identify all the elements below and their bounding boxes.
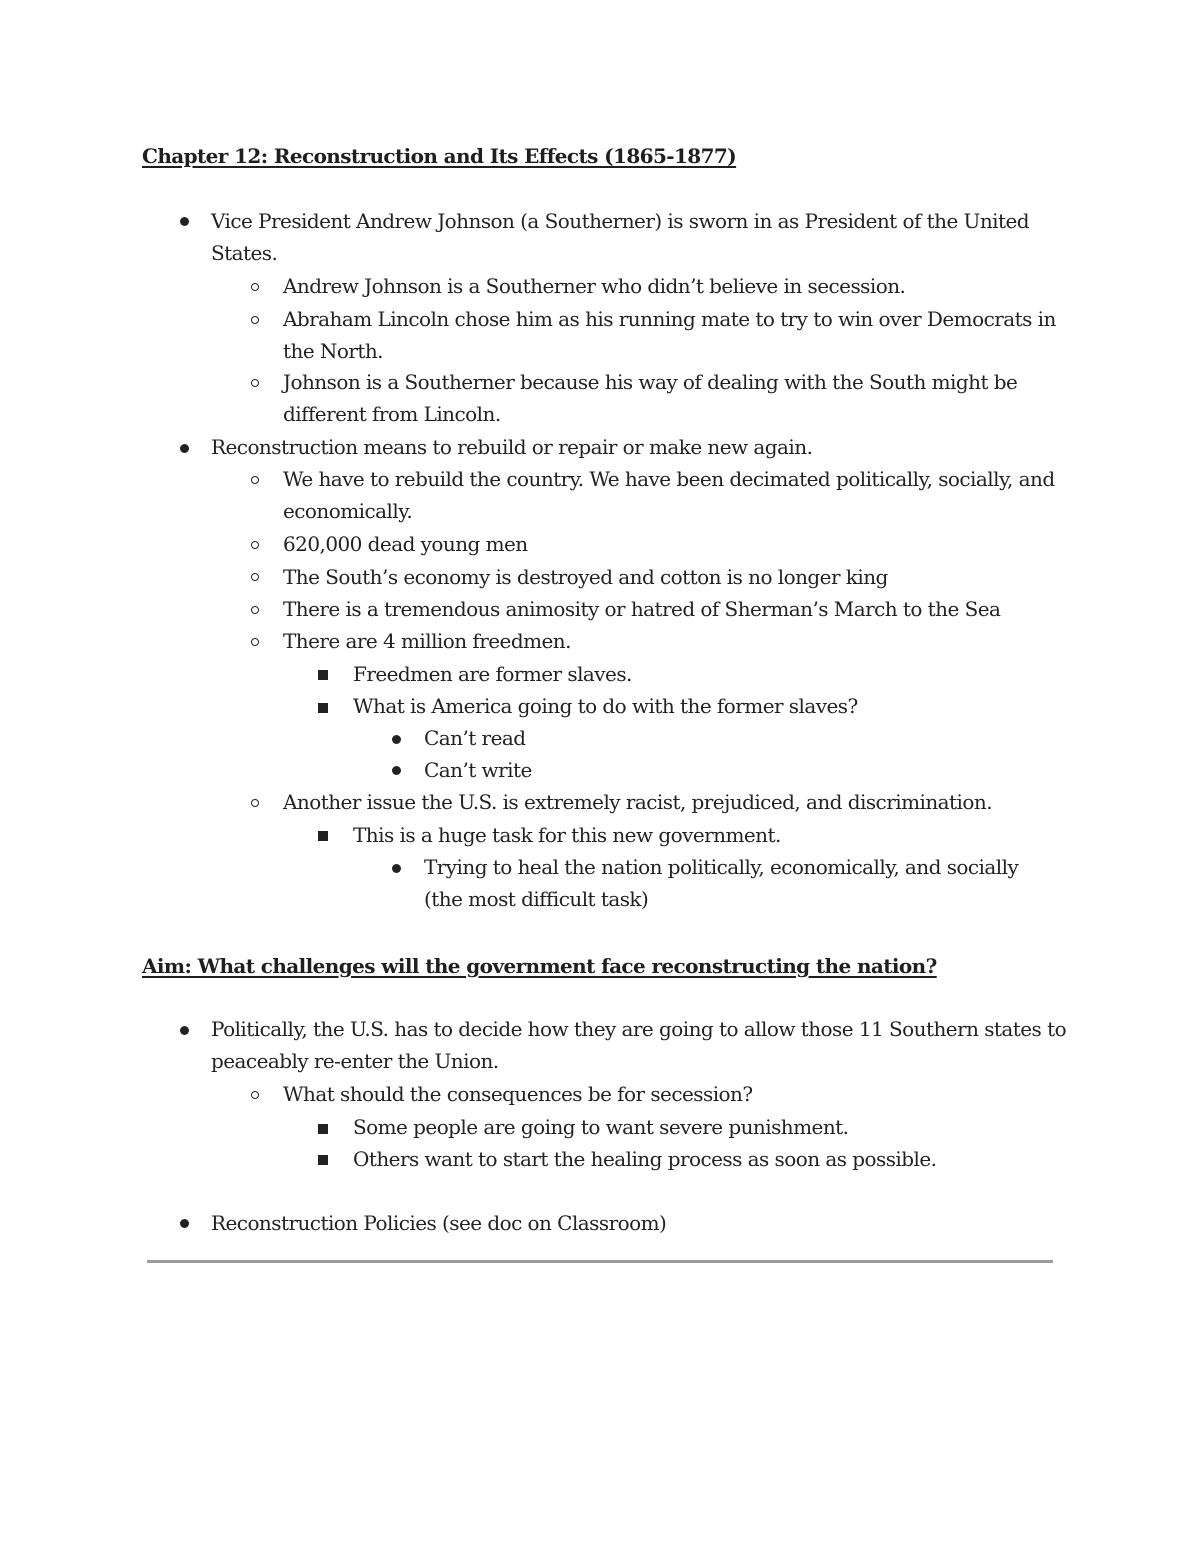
list-item-text: Freedmen are former slaves. bbox=[353, 662, 632, 686]
chapter-heading: Chapter 12: Reconstruction and Its Effects (1865-1877) bbox=[142, 144, 737, 168]
list-item-text: What is America going to do with the former slaves? bbox=[353, 694, 858, 718]
list-item-text: We have to rebuild the country. We have been decimated politically, socially, and bbox=[283, 467, 1055, 491]
list-item-text: the North. bbox=[283, 339, 383, 363]
list-item-text: Another issue the U.S. is extremely racist, prejudiced, and discrimination. bbox=[283, 790, 992, 814]
bullet-disc-icon bbox=[180, 1219, 189, 1228]
list-item-text: 620,000 dead young men bbox=[283, 532, 528, 556]
bullet-square-icon bbox=[318, 703, 328, 713]
list-item-text: What should the consequences be for secession? bbox=[283, 1082, 753, 1106]
bullet-circle-icon bbox=[251, 799, 259, 807]
bullet-square-icon bbox=[318, 1124, 328, 1134]
bullet-disc-icon bbox=[180, 444, 189, 453]
bullet-disc-icon bbox=[392, 735, 401, 744]
list-item-text: Vice President Andrew Johnson (a Southerner) is sworn in as President of the United bbox=[211, 209, 1030, 233]
bullet-circle-icon bbox=[251, 316, 259, 324]
list-item-text: Can’t read bbox=[424, 726, 526, 750]
list-item-text: Some people are going to want severe punishment. bbox=[353, 1115, 849, 1139]
list-item-text: Reconstruction Policies (see doc on Classroom) bbox=[211, 1211, 667, 1235]
list-item-text: There are 4 million freedmen. bbox=[283, 629, 571, 653]
bullet-circle-icon bbox=[251, 379, 259, 387]
bullet-circle-icon bbox=[251, 573, 259, 581]
bullet-circle-icon bbox=[251, 638, 259, 646]
horizontal-rule bbox=[147, 1260, 1053, 1263]
bullet-circle-icon bbox=[251, 476, 259, 484]
list-item-text: Can’t write bbox=[424, 758, 532, 782]
list-item-text: peaceably re-enter the Union. bbox=[211, 1049, 499, 1073]
aim-heading: Aim: What challenges will the government face reconstructing the nation? bbox=[142, 954, 937, 978]
list-item-text: Johnson is a Southerner because his way of dealing with the South might be bbox=[283, 370, 1018, 394]
bullet-disc-icon bbox=[180, 1026, 189, 1035]
bullet-circle-icon bbox=[251, 606, 259, 614]
list-item-text: States. bbox=[211, 241, 278, 265]
bullet-disc-icon bbox=[392, 864, 401, 873]
list-item-text: Others want to start the healing process as soon as possible. bbox=[353, 1147, 937, 1171]
bullet-square-icon bbox=[318, 1155, 328, 1165]
list-item-text: Politically, the U.S. has to decide how they are going to allow those 11 Southern states to bbox=[211, 1017, 1067, 1041]
bullet-circle-icon bbox=[251, 541, 259, 549]
bullet-square-icon bbox=[318, 670, 328, 680]
list-item-text: Trying to heal the nation politically, economically, and socially bbox=[424, 855, 1019, 879]
list-item-text: Andrew Johnson is a Southerner who didn’t believe in secession. bbox=[283, 274, 906, 298]
bullet-square-icon bbox=[318, 831, 328, 841]
list-item-text: There is a tremendous animosity or hatred of Sherman’s March to the Sea bbox=[283, 597, 1001, 621]
list-item-text: Abraham Lincoln chose him as his running mate to try to win over Democrats in bbox=[283, 307, 1056, 331]
bullet-disc-icon bbox=[392, 766, 401, 775]
bullet-circle-icon bbox=[251, 1091, 259, 1099]
list-item-text: The South’s economy is destroyed and cotton is no longer king bbox=[283, 565, 888, 589]
list-item-text: different from Lincoln. bbox=[283, 402, 501, 426]
list-item-text: Reconstruction means to rebuild or repair or make new again. bbox=[211, 435, 813, 459]
list-item-text: (the most difficult task) bbox=[424, 887, 649, 911]
bullet-circle-icon bbox=[251, 283, 259, 291]
list-item-text: This is a huge task for this new government. bbox=[353, 823, 781, 847]
bullet-disc-icon bbox=[180, 217, 189, 226]
list-item-text: economically. bbox=[283, 499, 413, 523]
